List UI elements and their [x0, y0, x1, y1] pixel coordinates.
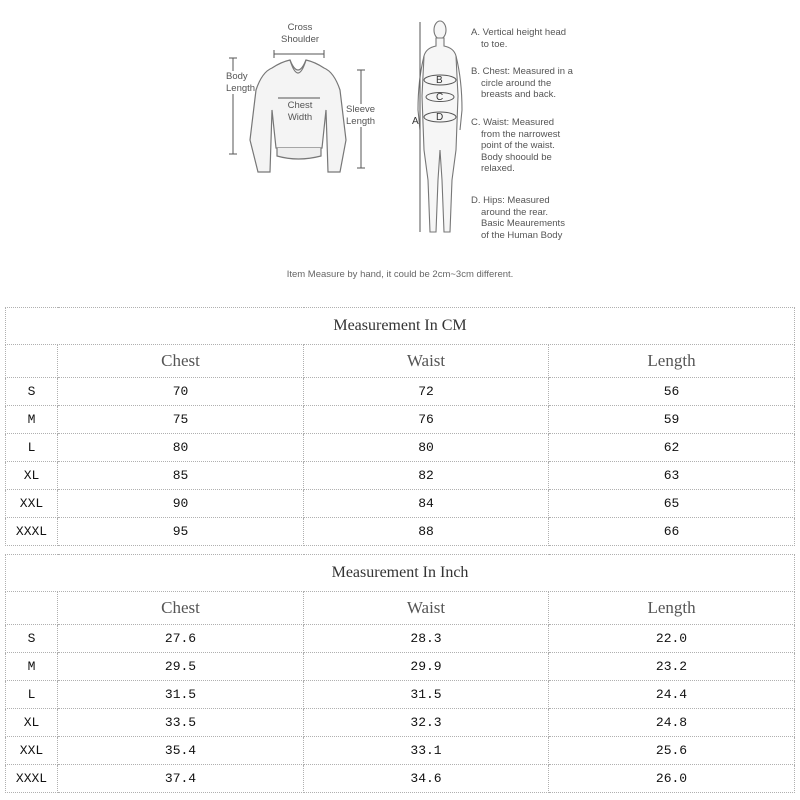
waist-cell: 76 [304, 406, 549, 434]
size-cell: XL [6, 462, 58, 490]
marker-c: C [436, 92, 444, 103]
body-figure [0, 0, 800, 260]
length-cell: 24.8 [549, 709, 795, 737]
inch-size-table [5, 554, 795, 793]
size-cell: L [6, 434, 58, 462]
legend-b [471, 66, 573, 101]
legend-a [471, 27, 566, 50]
length-cell: 62 [549, 434, 795, 462]
header-waist: Waist [304, 345, 549, 378]
chest-cell: 33.5 [58, 709, 304, 737]
table-row [6, 490, 795, 518]
chest-cell: 95 [58, 518, 304, 546]
length-cell: 66 [549, 518, 795, 546]
table-row [6, 765, 795, 793]
chest-cell: 75 [58, 406, 304, 434]
waist-cell: 28.3 [304, 625, 549, 653]
length-cell: 63 [549, 462, 795, 490]
chest-cell: 37.4 [58, 765, 304, 793]
cross-shoulder-label-line: Shoulder [280, 33, 320, 45]
body-length-label [226, 71, 255, 94]
header-length: Length [549, 345, 795, 378]
size-cell: M [6, 653, 58, 681]
legend-line: breasts and back. [481, 89, 556, 100]
marker-d: D [436, 112, 444, 123]
cm-size-table [5, 307, 795, 546]
size-cell: XXL [6, 490, 58, 518]
size-cell: XXL [6, 737, 58, 765]
legend-line: D. Hips: Measured [471, 195, 550, 206]
length-cell: 25.6 [549, 737, 795, 765]
legend-line: C. Waist: Measured [471, 117, 555, 128]
chest-cell: 70 [58, 378, 304, 406]
legend-line: B. Chest: Measured in a [471, 66, 573, 77]
sleeve-length-label-line: Length [346, 115, 376, 127]
table-row [6, 709, 795, 737]
table-row [6, 737, 795, 765]
length-cell: 56 [549, 378, 795, 406]
legend-line: point of the waist. [481, 140, 555, 151]
sleeve-length-label-line: Sleeve [346, 104, 376, 115]
legend-line: A. Vertical height head [471, 27, 567, 38]
legend-line: relaxed. [481, 163, 515, 174]
size-cell: M [6, 406, 58, 434]
legend-line: Basic Meaurements [481, 218, 565, 229]
chest-cell: 29.5 [58, 653, 304, 681]
size-cell: S [6, 378, 58, 406]
table-title: Measurement In CM [6, 308, 795, 345]
table-row [6, 434, 795, 462]
waist-cell: 32.3 [304, 709, 549, 737]
header-size [6, 592, 58, 625]
header-chest: Chest [58, 345, 304, 378]
size-cell: S [6, 625, 58, 653]
table-row [6, 625, 795, 653]
size-diagram [0, 0, 800, 300]
waist-cell: 80 [304, 434, 549, 462]
waist-cell: 34.6 [304, 765, 549, 793]
length-cell: 22.0 [549, 625, 795, 653]
waist-cell: 29.9 [304, 653, 549, 681]
cross-shoulder-label-line: Cross [287, 22, 313, 33]
chest-cell: 85 [58, 462, 304, 490]
waist-cell: 84 [304, 490, 549, 518]
legend-line: around the rear. [481, 206, 549, 218]
size-cell: XL [6, 709, 58, 737]
table-row [6, 462, 795, 490]
header-length: Length [549, 592, 795, 625]
table-row [6, 378, 795, 406]
measure-note: Item Measure by hand, it could be 2cm~3cm different. [286, 269, 514, 280]
length-cell: 24.4 [549, 681, 795, 709]
length-cell: 59 [549, 406, 795, 434]
table-title: Measurement In Inch [6, 555, 795, 592]
legend-line: from the narrowest [481, 128, 561, 140]
body-length-label-line: Length [226, 82, 256, 94]
legend-line: of the Human Body [481, 229, 563, 241]
legend-d [471, 195, 565, 241]
waist-cell: 31.5 [304, 681, 549, 709]
table-row [6, 653, 795, 681]
waist-cell: 72 [304, 378, 549, 406]
chest-width-label [282, 100, 318, 123]
waist-cell: 88 [304, 518, 549, 546]
legend-line: circle around the [481, 77, 552, 89]
chest-cell: 35.4 [58, 737, 304, 765]
waist-cell: 33.1 [304, 737, 549, 765]
waist-cell: 82 [304, 462, 549, 490]
legend-line: Body shoould be [481, 151, 552, 163]
size-cell: L [6, 681, 58, 709]
size-cell: XXXL [6, 765, 58, 793]
length-cell: 23.2 [549, 653, 795, 681]
header-size [6, 345, 58, 378]
chest-width-label-line: Chest [287, 100, 313, 111]
marker-b: B [436, 75, 443, 86]
size-cell: XXXL [6, 518, 58, 546]
sleeve-length-label [346, 104, 375, 127]
chest-width-label-line: Width [287, 111, 313, 123]
length-cell: 26.0 [549, 765, 795, 793]
length-cell: 65 [549, 490, 795, 518]
header-chest: Chest [58, 592, 304, 625]
header-waist: Waist [304, 592, 549, 625]
table-row [6, 681, 795, 709]
table-row [6, 406, 795, 434]
legend-c [471, 117, 560, 175]
chest-cell: 90 [58, 490, 304, 518]
chest-cell: 31.5 [58, 681, 304, 709]
chest-cell: 27.6 [58, 625, 304, 653]
chest-cell: 80 [58, 434, 304, 462]
body-length-label-line: Body [226, 71, 248, 82]
marker-a: A [412, 116, 419, 127]
cross-shoulder-label [276, 22, 324, 45]
legend-line: to toe. [481, 38, 508, 50]
table-row [6, 518, 795, 546]
